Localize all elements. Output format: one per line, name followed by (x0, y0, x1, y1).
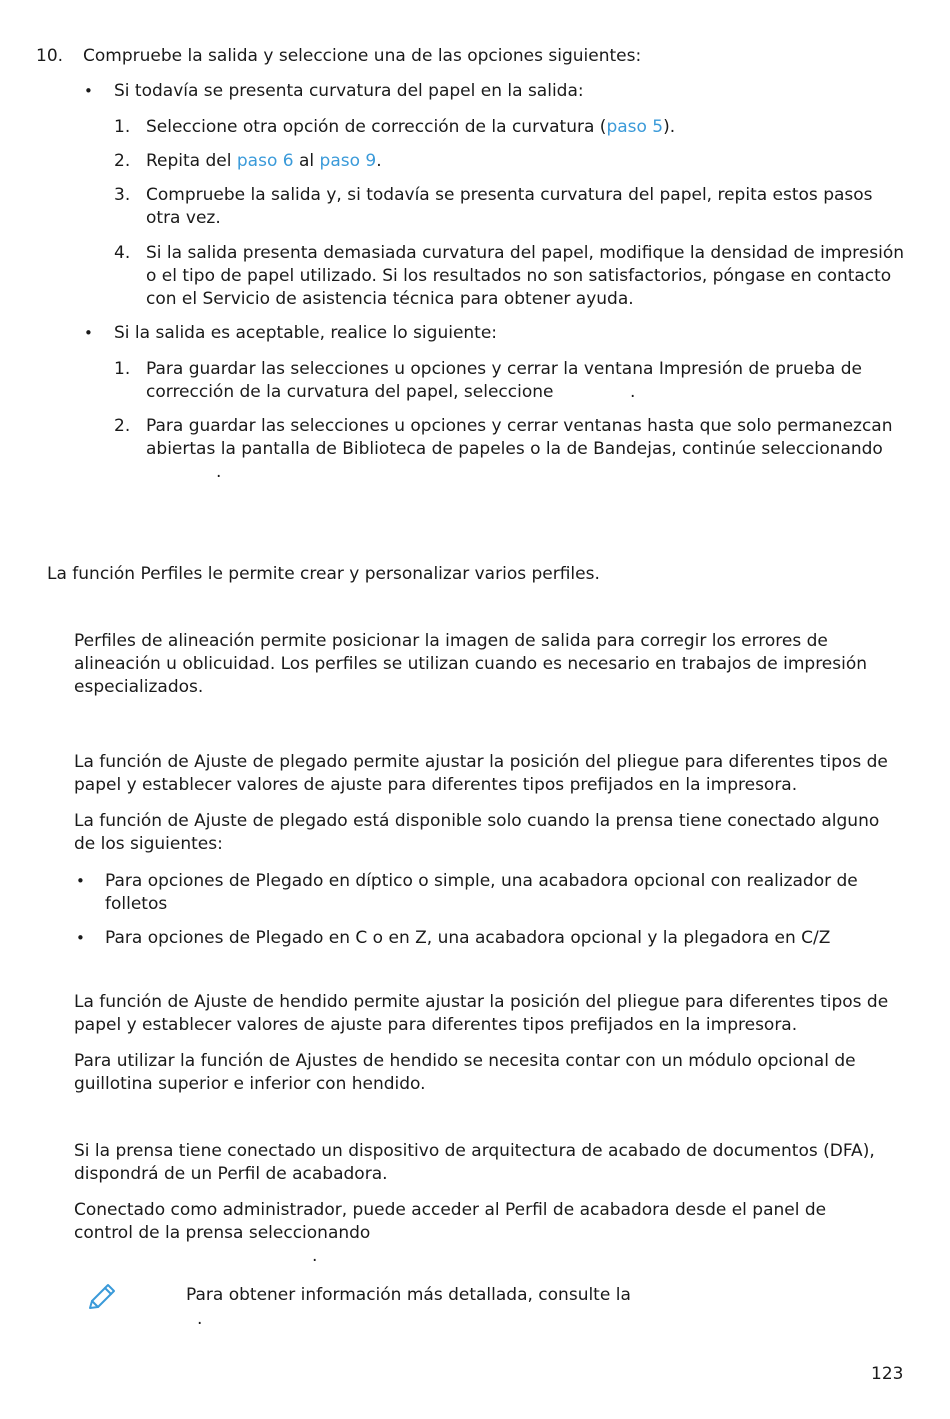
fold-paragraph-2: La función de Ajuste de plegado está disponible solo cuando la prensa tiene conectado alguno de los siguientes: (74, 811, 880, 854)
substep-number: 1. (114, 359, 131, 379)
substep-number: 2. (114, 151, 131, 171)
fold-paragraph-1: La función de Ajuste de plegado permite ajustar la posición del pliegue para diferentes tipos de papel y establecer valores de ajuste para diferentes tipos prefijados en la impresora. (74, 752, 888, 795)
note-text: Para obtener información más detallada, consulte la (186, 1285, 631, 1305)
substep-text: Si la salida presenta demasiada curvatura del papel, modifique la densidad de impresión o el tipo de papel utilizado. Si los resultados no son satisfactorios, póngase en contacto con el Servicio de asistencia técnica para obtener ayuda. (146, 243, 905, 309)
crease-paragraph-1: La función de Ajuste de hendido permite ajustar la posición del pliegue para diferentes tipos de papel y establecer valores de ajuste para diferentes tipos prefijados en la impresora. (74, 992, 889, 1035)
substep-number: 4. (114, 243, 131, 263)
bullet-text: Si todavía se presenta curvatura del papel en la salida: (114, 81, 584, 101)
substep-text-part: ). (663, 117, 676, 137)
fold-bullet: Para opciones de Plegado en C o en Z, una acabadora opcional y la plegadora en C/Z (105, 928, 831, 948)
substep-text-part: . (376, 151, 382, 171)
fold-bullet: Para opciones de Plegado en díptico o simple, una acabadora opcional con realizador de folletos (105, 871, 858, 914)
substep-number: 1. (114, 117, 131, 137)
link-paso-5[interactable]: paso 5 (606, 117, 664, 137)
alignment-paragraph: Perfiles de alineación permite posicionar la imagen de salida para corregir los errores de alineación u oblicuidad. Los perfiles se utilizan cuando es necesario en trabajos de impresión especializados. (74, 631, 868, 697)
sentence-period: . (216, 462, 222, 482)
sentence-period: . (197, 1309, 203, 1329)
substep-text-line: abiertas la pantalla de Biblioteca de papeles o la de Bandejas, continúe seleccionando (146, 439, 883, 459)
bullet-icon: • (76, 929, 85, 947)
link-paso-6[interactable]: paso 6 (236, 151, 294, 171)
substep-text (146, 116, 675, 139)
pencil-icon (86, 1282, 118, 1312)
finisher-paragraph-2-line: control de la prensa seleccionando (74, 1223, 371, 1243)
finisher-paragraph-2-line: Conectado como administrador, puede acceder al Perfil de acabadora desde el panel de (74, 1200, 827, 1220)
substep-number: 3. (114, 185, 131, 205)
step-text: Compruebe la salida y seleccione una de las opciones siguientes: (83, 46, 642, 66)
substep-number: 2. (114, 416, 131, 436)
substep-text: Compruebe la salida y, si todavía se presenta curvatura del papel, repita estos pasos otra vez. (146, 185, 873, 228)
page-number: 123 (871, 1364, 904, 1384)
finisher-paragraph-1: Si la prensa tiene conectado un dispositivo de arquitectura de acabado de documentos (DFA), dispondrá de un Perfil de acabadora. (74, 1141, 875, 1184)
bullet-icon: • (76, 872, 85, 890)
bullet-text: Si la salida es aceptable, realice lo siguiente: (114, 323, 498, 343)
substep-text-line: corrección de la curvatura del papel, seleccione (146, 382, 554, 402)
sentence-period: . (312, 1246, 318, 1266)
substep-text (146, 150, 382, 173)
step-number: 10. (36, 46, 64, 66)
bullet-icon: • (84, 324, 93, 342)
crease-paragraph-2: Para utilizar la función de Ajustes de hendido se necesita contar con un módulo opcional de guillotina superior e inferior con hendido. (74, 1051, 856, 1094)
profiles-intro: La función Perfiles le permite crear y personalizar varios perfiles. (47, 564, 600, 584)
substep-text-line: Para guardar las selecciones u opciones y cerrar la ventana Impresión de prueba de (146, 359, 862, 379)
sentence-period: . (630, 382, 636, 402)
substep-text-part: Seleccione otra opción de corrección de la curvatura ( (146, 117, 607, 137)
substep-text-part: al (293, 151, 320, 171)
bullet-icon: • (84, 82, 93, 100)
substep-text-part: Repita del (146, 151, 237, 171)
substep-text-line: Para guardar las selecciones u opciones y cerrar ventanas hasta que solo permanezcan (146, 416, 893, 436)
link-paso-9[interactable]: paso 9 (319, 151, 377, 171)
